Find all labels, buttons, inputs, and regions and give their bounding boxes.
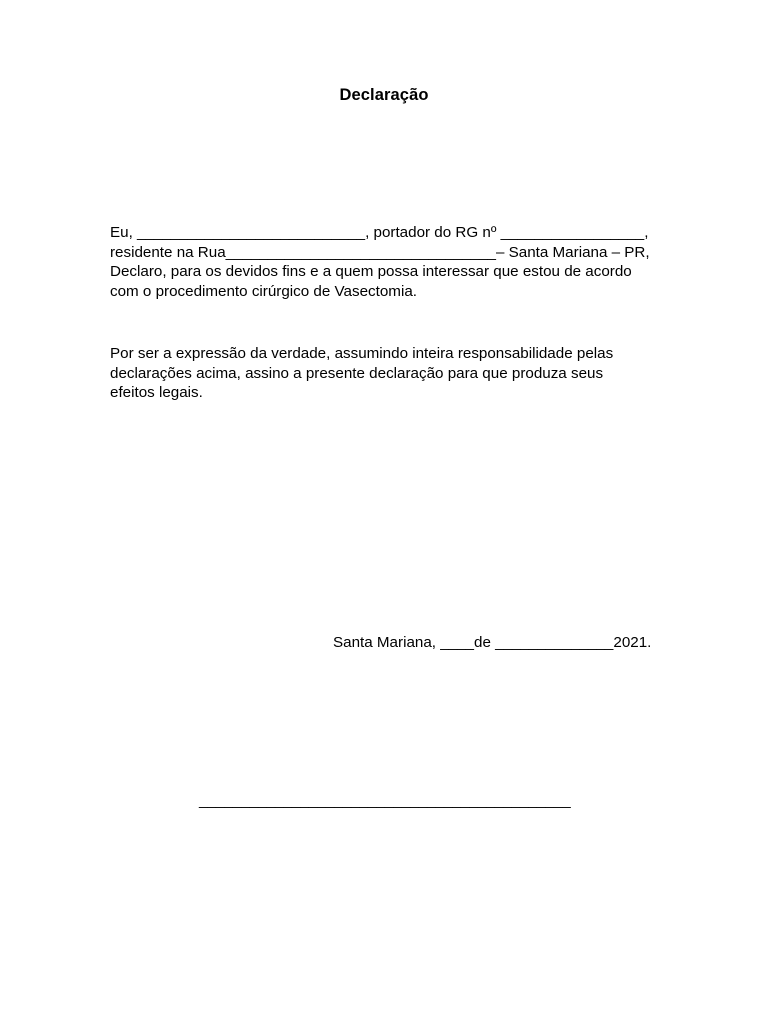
- paragraph-line: efeitos legais.: [110, 384, 203, 401]
- place-date-line: Santa Mariana, ____de ______________2021.: [333, 634, 652, 651]
- paragraph-line: Por ser a expressão da verdade, assumindo inteira responsabilidade pelas: [110, 345, 614, 362]
- paragraph-line: Eu, ___________________________, portador do RG nº _________________,: [110, 224, 649, 241]
- responsibility-paragraph: [110, 344, 670, 403]
- paragraph-line: Declaro, para os devidos fins e a quem possa interessar que estou de acordo: [110, 263, 632, 280]
- signature-line: ____________________________________________: [199, 792, 571, 809]
- paragraph-line: residente na Rua________________________________– Santa Mariana – PR,: [110, 243, 650, 261]
- paragraph-line: declarações acima, assino a presente declaração para que produza seus: [110, 364, 604, 382]
- paragraph-line: com o procedimento cirúrgico de Vasectomia.: [110, 282, 417, 300]
- declaration-paragraph: [110, 223, 670, 301]
- document-title: Declaração: [339, 86, 429, 104]
